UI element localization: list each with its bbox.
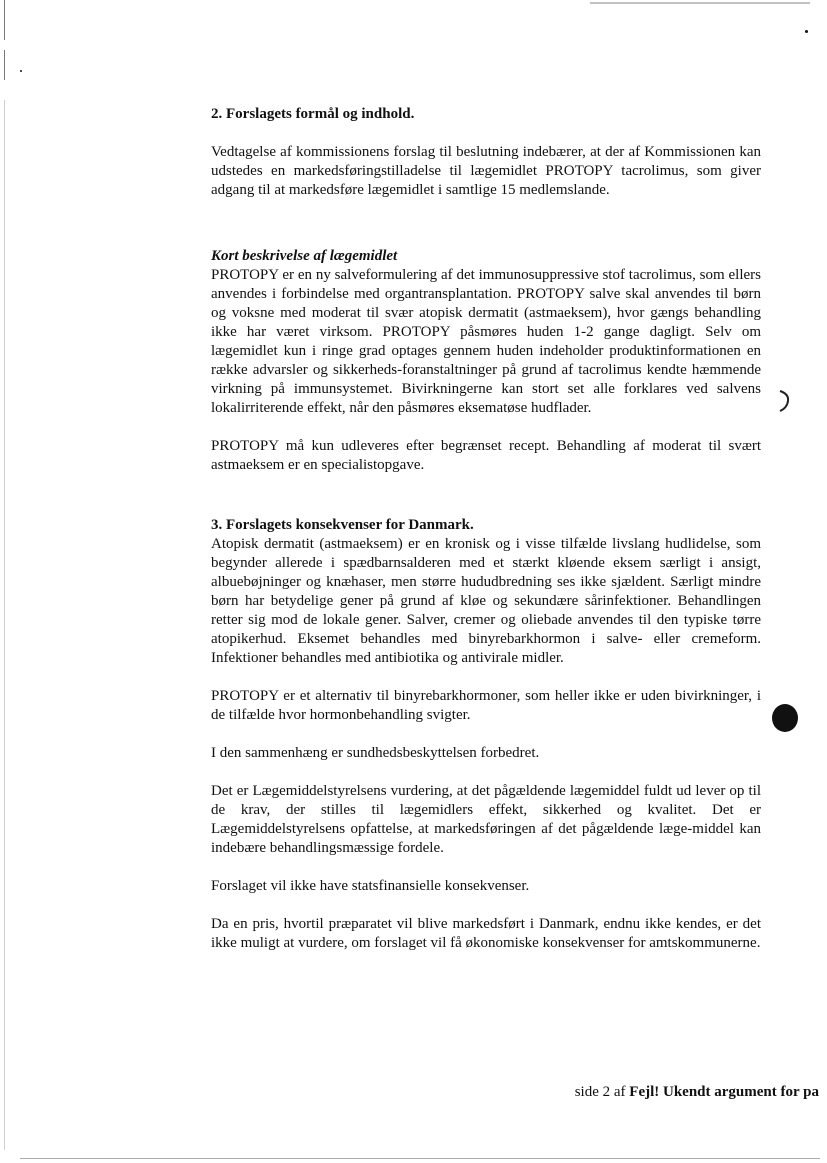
scan-artifact-left [4,0,5,40]
scan-artifact-top [590,2,810,4]
section-3-paragraph: Det er Lægemiddelstyrelsens vurdering, at det pågældende lægemiddel fuldt ud lever op til de krav, der stilles til lægemidlers effekt, sikkerhed og kvalitet. Det er Lægemiddelstyrelsens opfattelse, at markedsføringen af det pågældende læge-middel kan indebære behandlingsmæssige fordele. [211,783,761,856]
scan-artifact-bottom [20,1158,820,1159]
section-2-paragraph: PROTOPY må kun udleveres efter begrænset recept. Behandling af moderat til svært astmaeksem er en specialistopgave. [211,438,761,473]
section-2-paragraph: Vedtagelse af kommissionens forslag til beslutning indebærer, at der af Kommissionen kan udstedes en markedsføringstilladelse til lægemidlet PROTOPY tacrolimus, som giver adgang til at markedsføre lægemidlet i samtlige 15 medlemslande. [211,144,761,198]
section-3-paragraph: Da en pris, hvortil præparatet vil blive markedsført i Danmark, endnu ikke kendes, er det ikke muligt at vurdere, om forslaget vil få økonomiske konsekvenser for amtskommunerne. [211,916,761,951]
scan-speck [805,30,808,33]
scan-artifact-left [4,100,5,1150]
section-3-heading: 3. Forslagets konsekvenser for Danmark. [211,517,474,533]
scan-speck [20,70,22,72]
section-3-paragraph: I den sammenhæng er sundhedsbeskyttelsen forbedret. [211,745,540,761]
scan-artifact-left [4,50,5,80]
punch-hole-mark [772,704,798,732]
margin-bracket-mark [778,388,792,414]
section-2-subheading: Kort beskrivelse af lægemidlet [211,248,398,264]
section-3-paragraph: Atopisk dermatit (astmaeksem) er en kronisk og i visse tilfælde livslang hudlidelse, som begynder allerede i spædbarnsalderen med et stærkt kløende eksem særligt i ansigt, albuebøjninger og knæhaser, men større hududbredning ses ikke sjældent. Særligt mindre børn har betydelige gener på grund af kløe og sekundære sårinfektioner. Behandlingen retter sig mod de lokale gener. Salver, cremer og oliebade anvendes til den typiske tørre atopikerhud. Eksemet behandles med binyrebarkhormon i salve- eller cremeform. Infektioner behandles med antibiotika og antivirale midler. [211,536,761,666]
section-2-heading: 2. Forslagets formål og indhold. [211,106,415,122]
section-2-paragraph: PROTOPY er en ny salveformulering af det immunosuppressive stof tacrolimus, som ellers anvendes i forbindelse med organtransplantation. PROTOPY salve skal anvendes til børn og voksne med moderat til svær atopisk dermatit (astmaeksem), hvor gængs behandling ikke har været virksom. PROTOPY påsmøres huden 1-2 gange dagligt. Selv om lægemidlet kun i ringe grad optages gennem huden indeholder produktinformationen en række advarsler og sikkerheds-foranstaltninger på grund af tacrolimus kendte hæmmende virkning på immunsystemet. Bivirkningerne kan stort set alle forklares ved salvens lokalirriterende effekt, når den påsmøres eksematøse hudflader. [211,267,761,416]
document-body [211,104,761,953]
page-footer [575,1084,819,1101]
section-3-paragraph: Forslaget vil ikke have statsfinansielle konsekvenser. [211,878,530,894]
field-error-text: Fejl! Ukendt argument for pa [629,1084,819,1100]
page-number-label: side 2 af [574,1084,626,1100]
section-3-paragraph: PROTOPY er et alternativ til binyrebarkhormoner, som heller ikke er uden bivirkninger, i de tilfælde hvor hormonbehandling svigter. [211,688,761,723]
